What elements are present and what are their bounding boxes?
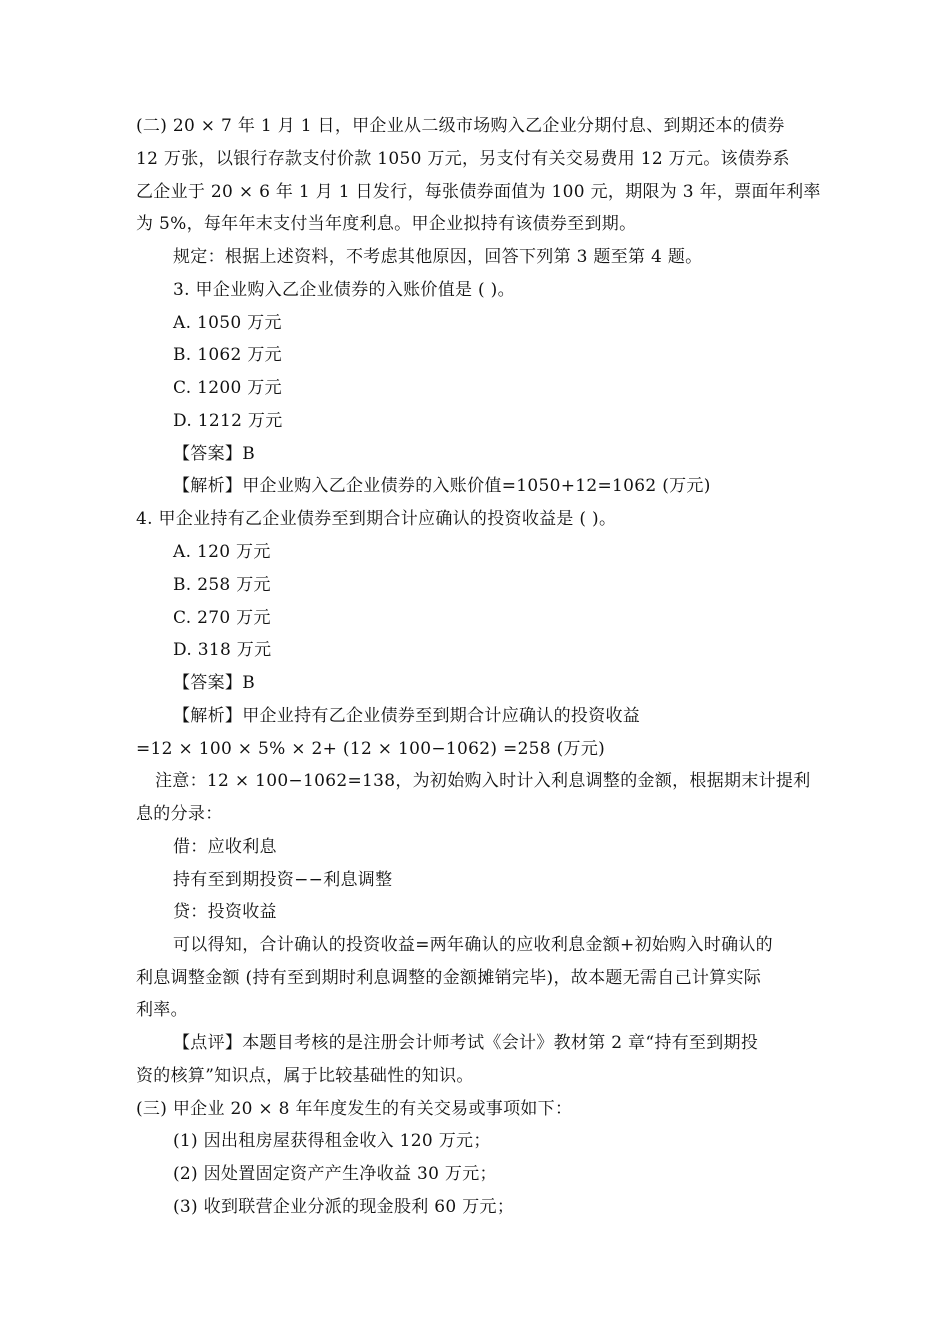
section2-intro-line-2: 12 万张，以银行存款支付价款 1050 万元，另支付有关交易费用 12 万元。该债券系: [136, 149, 790, 169]
q4-option-b: B. 258 万元: [173, 575, 271, 595]
conclusion-line-3: 利率。: [136, 1000, 188, 1020]
q4-analysis-line-2: =12 × 100 × 5% × 2+ (12 × 100−1062) =258 (万元): [136, 739, 606, 759]
note-line-1: 注意：12 × 100−1062=138，为初始购入时计入利息调整的金额，根据期末计提利: [155, 771, 811, 791]
q4-analysis-line-1: 【解析】甲企业持有乙企业债券至到期合计应确认的投资收益: [173, 706, 641, 726]
section3-item-3: (3) 收到联营企业分派的现金股利 60 万元；: [173, 1197, 515, 1217]
q4-answer: 【答案】B: [173, 673, 255, 693]
q3-option-a: A. 1050 万元: [173, 313, 282, 333]
section2-intro-line-3: 乙企业于 20 × 6 年 1 月 1 日发行，每张债券面值为 100 元，期限为 3 年，票面年利率: [136, 182, 821, 202]
requirement-text: 规定：根据上述资料，不考虑其他原因，回答下列第 3 题至第 4 题。: [173, 247, 703, 267]
note-line-2: 息的分录：: [136, 804, 223, 824]
section3-intro: (三) 甲企业 20 × 8 年年度发生的有关交易或事项如下：: [136, 1099, 573, 1119]
conclusion-line-1: 可以得知，合计确认的投资收益=两年确认的应收利息金额+初始购入时确认的: [173, 935, 773, 955]
q4-option-a: A. 120 万元: [173, 542, 271, 562]
q3-option-d: D. 1212 万元: [173, 411, 283, 431]
q3-stem: 3. 甲企业购入乙企业债券的入账价值是 ( )。: [173, 280, 515, 300]
section3-item-2: (2) 因处置固定资产产生净收益 30 万元；: [173, 1164, 497, 1184]
entry-subaccount: 持有至到期投资−−利息调整: [173, 870, 393, 890]
comment-line-2: 资的核算”知识点，属于比较基础性的知识。: [136, 1066, 474, 1086]
conclusion-line-2: 利息调整金额 (持有至到期时利息调整的金额摊销完毕)，故本题无需自己计算实际: [136, 968, 762, 988]
section3-item-1: (1) 因出租房屋获得租金收入 120 万元；: [173, 1131, 491, 1151]
entry-credit: 贷：投资收益: [173, 902, 277, 922]
q3-analysis: 【解析】甲企业购入乙企业债券的入账价值=1050+12=1062 (万元): [173, 476, 711, 496]
q4-option-d: D. 318 万元: [173, 640, 272, 660]
q3-option-b: B. 1062 万元: [173, 345, 282, 365]
q3-option-c: C. 1200 万元: [173, 378, 282, 398]
q4-stem: 4. 甲企业持有乙企业债券至到期合计应确认的投资收益是 ( )。: [136, 509, 617, 529]
section2-intro-line-4: 为 5%，每年年末支付当年度利息。甲企业拟持有该债券至到期。: [136, 214, 637, 234]
section2-intro-line-1: (二) 20 × 7 年 1 月 1 日，甲企业从二级市场购入乙企业分期付息、到期还本的债券: [136, 116, 785, 136]
q3-answer: 【答案】B: [173, 444, 255, 464]
comment-line-1: 【点评】本题目考核的是注册会计师考试《会计》教材第 2 章“持有至到期投: [173, 1033, 759, 1053]
entry-debit: 借：应收利息: [173, 837, 277, 857]
q4-option-c: C. 270 万元: [173, 608, 271, 628]
